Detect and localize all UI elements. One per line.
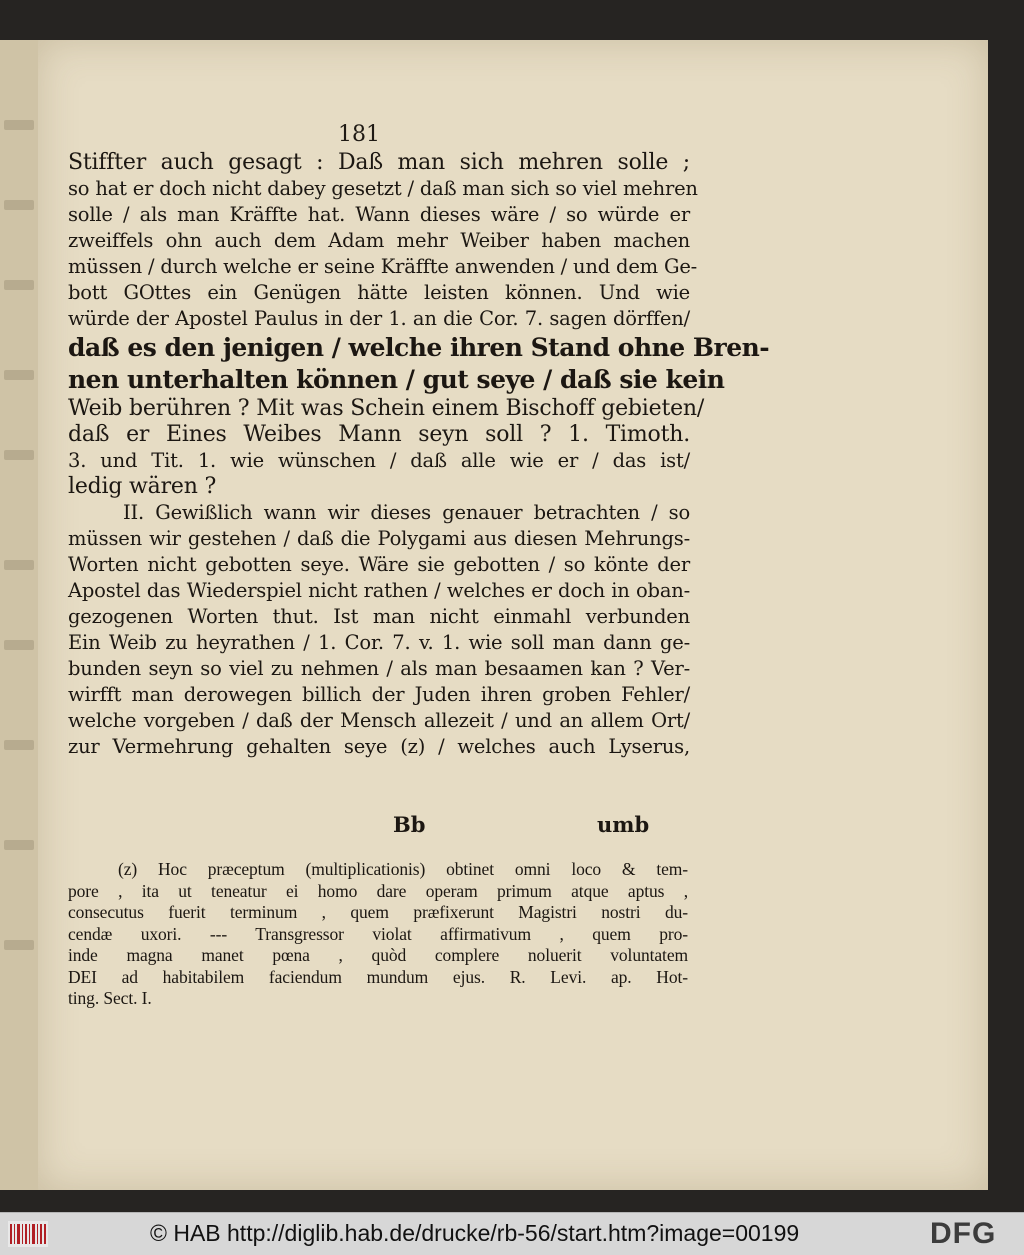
page-number: 181 (338, 122, 380, 147)
footnote-line: cendæ uxori. --- Transgressor violat affirmativum , quem pro- (68, 923, 688, 944)
text-line: nen unterhalten können / gut seye / daß sie kein (68, 365, 725, 394)
text-line: wirfft man derowegen billich der Juden ihren groben Fehler/ (68, 683, 690, 706)
text-line: daß er Eines Weibes Mann seyn soll ? 1. Timoth. (68, 422, 690, 447)
text-line: ledig wären ? (68, 474, 217, 499)
copyright-link[interactable]: © HAB http://diglib.hab.de/drucke/rb-56/start.htm?image=00199 (150, 1220, 800, 1246)
text-line: so hat er doch nicht dabey gesetzt / daß man sich so viel mehren (68, 177, 698, 200)
text-line: Ein Weib zu heyrathen / 1. Cor. 7. v. 1. wie soll man dann ge- (68, 631, 690, 654)
footnote-line: inde magna manet pœna , quòd complere noluerit voluntatem (68, 945, 688, 965)
text-line: Worten nicht gebotten seye. Wäre sie gebotten / so könte der (68, 553, 690, 576)
footer-bar (0, 1212, 1024, 1255)
footnote-line: pore , ita ut teneatur ei homo dare operam primum atque aptus , (68, 880, 688, 901)
text-line: zur Vermehrung gehalten seye (z) / welches auch Lyserus, (68, 735, 690, 758)
book-page (38, 40, 988, 1190)
footnote-line: DEI ad habitabilem faciendum mundum ejus. R. Levi. ap. Hot- (68, 966, 688, 987)
text-line: daß es den jenigen / welche ihren Stand ohne Bren- (68, 333, 770, 362)
previous-page-edge (0, 40, 40, 1190)
footnote-line: consecutus fuerit terminum , quem præfixerunt Magistri nostri du- (68, 902, 688, 922)
text-line: welche vorgeben / daß der Mensch allezeit / und an allem Ort/ (68, 709, 690, 732)
text-line: Weib berühren ? Mit was Schein einem Bischoff gebieten/ (68, 396, 705, 421)
text-line: bunden seyn so viel zu nehmen / als man besaamen kan ? Ver- (68, 657, 690, 680)
text-line: müssen wir gestehen / daß die Polygami aus diesen Mehrungs- (68, 527, 690, 550)
footnote-line: (z) Hoc præceptum (multiplicationis) obtinet omni loco & tem- (118, 859, 688, 879)
text-line: solle / als man Kräffte hat. Wann dieses wäre / so würde er (68, 203, 690, 226)
text-line: bott GOttes ein Genügen hätte leisten können. Und wie (68, 281, 690, 304)
text-line: Apostel das Wiederspiel nicht rathen / welches er doch in oban- (68, 579, 690, 602)
body-text (68, 150, 770, 760)
text-line: müssen / durch welche er seine Kräffte anwenden / und dem Ge- (68, 255, 698, 278)
text-line: Stiffter auch gesagt : Daß man sich mehren solle ; (68, 150, 690, 175)
footnote-line: ting. Sect. I. (68, 988, 152, 1008)
signature-mark: Bb (393, 812, 426, 837)
text-line: zweiffels ohn auch dem Adam mehr Weiber haben machen (68, 229, 690, 252)
text-line: würde der Apostel Paulus in der 1. an die Cor. 7. sagen dörffen/ (68, 307, 690, 330)
catchword: umb (597, 812, 650, 837)
footnote (68, 859, 688, 1010)
barcode-icon (8, 1221, 48, 1247)
text-line: 3. und Tit. 1. wie wünschen / daß alle wie er / das ist/ (68, 449, 690, 472)
text-line: gezogenen Worten thut. Ist man nicht einmahl verbunden (68, 605, 690, 628)
dfg-logo: DFG (930, 1217, 997, 1250)
text-line: II. Gewißlich wann wir dieses genauer betrachten / so (123, 501, 690, 524)
